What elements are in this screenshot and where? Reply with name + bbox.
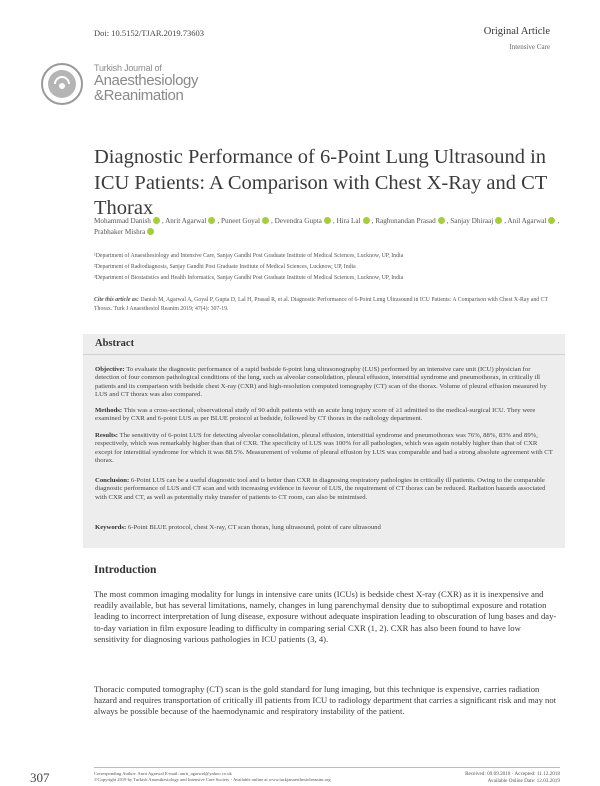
affiliation-2: ²Department of Radiodiagnosis, Sanjay Gandhi Post Graduate Institute of Medical Sciences, Lucknow, UP, India — [94, 264, 356, 270]
copyright: ©Copyright 2019 by Turkish Anaesthesiology and Intensive Care Society - Available online at www.turkjanaesthesiolreanim.org — [94, 777, 331, 782]
methods-label: Methods: — [95, 407, 123, 414]
author[interactable]: Hira Lal — [336, 217, 361, 225]
article-type: Original Article — [483, 26, 550, 37]
article-title: Diagnostic Performance of 6-Point Lung Ultrasound in ICU Patients: A Comparison with Chest X-Ray and CT Thorax — [94, 146, 547, 219]
conclusion-label: Conclusion: — [95, 477, 130, 484]
orcid-icon[interactable] — [548, 217, 555, 224]
author[interactable]: Raghunandan Prasad — [375, 217, 436, 225]
journal-line-1: Turkish Journal of — [94, 63, 162, 73]
abstract-methods — [95, 407, 555, 424]
journal-logo-icon — [40, 62, 84, 106]
affiliation-3: ³Department of Biostatistics and Health Informatics, Sanjay Gandhi Post Graduate Institute of Medical Sciences, Lucknow, UP, India — [94, 275, 404, 281]
keywords-label: Keywords: — [95, 524, 127, 531]
results-label: Results: — [95, 432, 119, 439]
introduction-paragraph-1: The most common imaging modality for lungs in intensive care units (ICUs) is bedside chest X-ray (CXR) as it is inexpensive and readily available, but has several limitations, namely, changes in lung parenchymal density due to suboptimal exposure and rotation leading to incorrect interpretation of lung disease, exposure without adequate inspiration leading to obscuration of lung bases and day-to-day variation in film exposure leading to difficulty in comparing serial CXR (1, 2). CXR has also been found to have low sensitivity for diagnosing various pathologies in ICU patients (3, 4). — [94, 589, 557, 644]
abstract-objective — [95, 366, 555, 400]
article-subtype: Intensive Care — [509, 43, 550, 51]
footer-left — [94, 771, 334, 783]
author[interactable]: Sanjay Dhiraaj — [450, 217, 494, 225]
received-date: Received: 09.09.2018 — [465, 771, 511, 777]
abstract-heading: Abstract — [95, 338, 135, 349]
journal-name — [94, 64, 198, 103]
abstract-keywords — [95, 524, 555, 532]
orcid-icon[interactable] — [208, 217, 215, 224]
orcid-icon[interactable] — [262, 217, 269, 224]
footer-rule — [94, 767, 560, 768]
abstract-header-rule — [83, 334, 565, 355]
orcid-icon[interactable] — [363, 217, 370, 224]
author[interactable]: Anil Agarwal — [507, 217, 547, 225]
abstract-results — [95, 432, 555, 466]
correspondence: Corresponding Author: Anrit Agarwal E-mail: anrit_agarwal@yahoo.co.uk — [94, 771, 232, 776]
cite-label: Cite this article as: — [94, 297, 139, 303]
orcid-icon[interactable] — [324, 217, 331, 224]
author[interactable]: Anrit Agarwal — [165, 217, 207, 225]
results-text: The sensitivity of 6-point LUS for detecting alveolar consolidation, pleural effusion, interstitial syndrome and pneumothorax was 76%, 88%, 83% and 89%, respectively, which was remarkably higher than that of CXR. The specificity of LUS was 100% for all pathologies, which was again notably higher than that of CXR except for interstitial syndrome for which it was 88.5%. Measurement of volume of pleural effusion by LUS was comparable and had a strong absolute agreement with CT thorax. — [95, 432, 553, 465]
cite-as — [94, 296, 554, 314]
objective-text: To evaluate the diagnostic performance of a rapid bedside 6-point lung ultrasonography (LUS) performed by an intensive care unit (ICU) physician for detection of four common pathological conditions of the lung, such as alveolar consolidation, pleural effusion, interstitial syndrome and pneumothorax, in critically ill patients and its comparison with bedside chest X-ray (CXR) and high-resolution computed tomography (CT) scan of the thorax. Volume of pleural effusion measured by LUS and CT thorax was also compared. — [95, 366, 547, 399]
conclusion-text: 6-Point LUS can be a useful diagnostic tool and is better than CXR in diagnosing respiratory pathologies in critically ill patients. Owing to the comparable diagnostic performance of LUS and CT scan and with increasing evidence in favour of LUS, the requirement of CT thorax can be reduced. Radiation hazards associated with CXR and CT, as well as potentially risky transfer of patients to CT room, can also be minimised. — [95, 477, 546, 501]
keywords-text: 6-Point BLUE protocol, chest X-ray, CT scan thorax, lung ultrasound, point of care ultrasound — [127, 524, 381, 531]
journal-line-3: &Reanimation — [94, 87, 184, 104]
affiliation-1: ¹Department of Anaesthesiology and Intensive Care, Sanjay Gandhi Post Graduate Institute of Medical Sciences, Lucknow, UP, India — [94, 253, 404, 259]
author-list: Mohammad Danish , Anrit Agarwal , Puneet Goyal , Devendra Gupta , Hira Lal , Raghunandan Prasad , Sanjay Dhiraaj , Anil Agarwal , Prabhaker Mishra — [94, 217, 560, 236]
orcid-icon[interactable] — [147, 228, 154, 235]
orcid-icon[interactable] — [153, 217, 160, 224]
author[interactable]: Prabhaker Mishra — [94, 228, 146, 236]
footer-right: Received: 09.09.2018 · Accepted: 11.12.2018 Available Online Date: 12.03.2019 — [438, 771, 560, 784]
orcid-icon[interactable] — [438, 217, 445, 224]
cite-text: Danish M, Agarwal A, Goyal P, Gupta D, Lal H, Prasad R, et al. Diagnostic Performance of 6-Point Lung Ultrasound in ICU Patients: A Comparison with Chest X-Ray and CT Thorax. Turk J Anaesthesiol Reanim 2019; 47(4): 307-19. — [94, 297, 548, 312]
author[interactable]: Mohammad Danish — [94, 217, 151, 225]
introduction-paragraph-2: Thoracic computed tomography (CT) scan is the gold standard for lung imaging, but this technique is expensive, carries radiation hazard and requires transportation of critically ill patients from ICU to radiology department that carries a significant risk and may not always be possible because of the haemodynamic and respiratory instability of the patient. — [94, 684, 557, 717]
objective-label: Objective: — [95, 366, 125, 373]
author[interactable]: Puneet Goyal — [221, 217, 260, 225]
orcid-icon[interactable] — [495, 217, 502, 224]
introduction-heading: Introduction — [94, 564, 157, 576]
methods-text: This was a cross-sectional, observational study of 90 adult patients with an acute lung injury score of ≥1 admitted to the medical-surgical ICU. They were examined by CXR and 6-point LUS as per BLUE protocol at bedside, followed by CT thorax in the radiology department. — [95, 407, 536, 423]
abstract-conclusion — [95, 477, 555, 502]
page-number: 307 — [30, 770, 50, 785]
author[interactable]: Devendra Gupta — [274, 217, 322, 225]
journal-line-2: Anaesthesiology — [94, 72, 199, 89]
accepted-date: Accepted: 11.12.2018 — [514, 771, 560, 777]
online-date: Available Online Date: 12.03.2019 — [487, 777, 560, 784]
doi: Doi: 10.5152/TJAR.2019.73603 — [94, 28, 205, 38]
